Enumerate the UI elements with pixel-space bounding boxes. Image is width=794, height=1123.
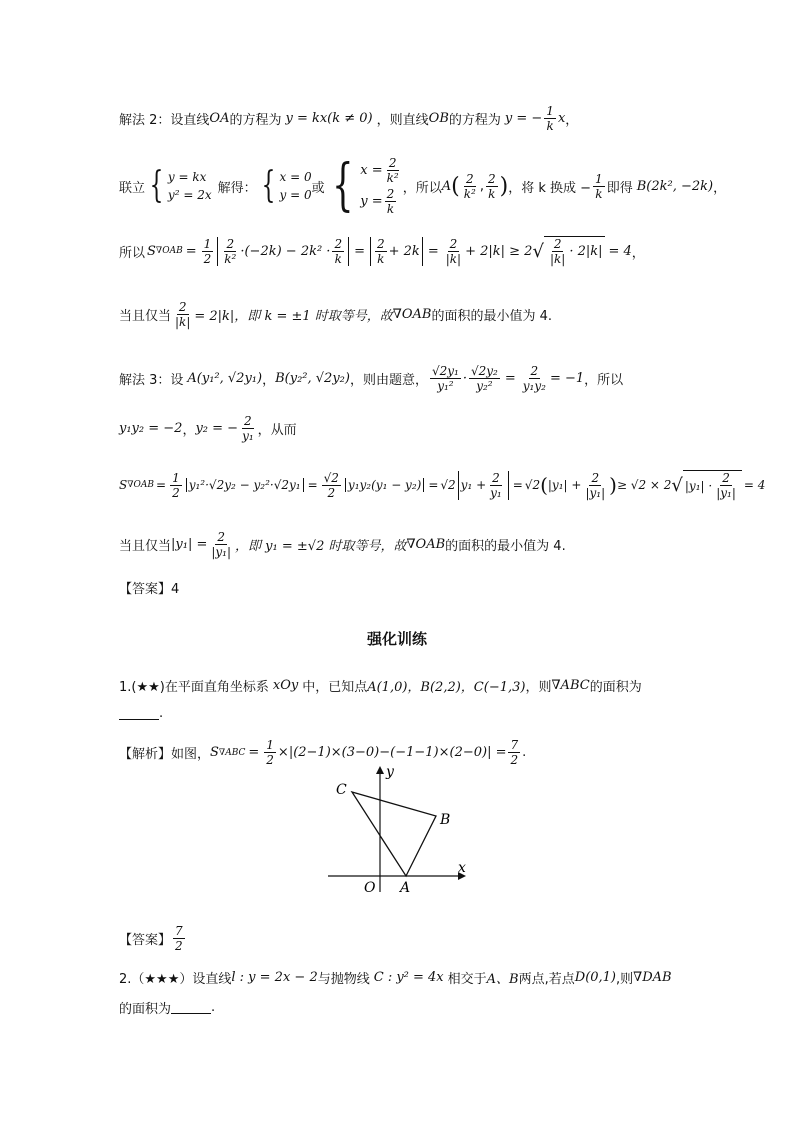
section-title: 强化训练	[366, 630, 427, 648]
sol2-equality-line: 当且仅当 $\frac{2}{|k|}$ = 2|k|，即 k = ±1 时取等号，故 ∇OAB 的面积的最小值为 4.	[119, 300, 553, 329]
question-1: 1.(★★)在平面直角坐标系 xOy 中，已知点 A(1,0)，B(2,2)，C(−1,3) ，则 ∇ABC 的面积为	[119, 678, 642, 695]
label-x: x	[458, 860, 466, 876]
label-o: O	[364, 880, 376, 896]
answer-1: 【答案】4	[119, 582, 180, 597]
question-2: 2.（★★★）设直线 l : y = 2x − 2 与抛物线 C : y² = 4x 相交于 A、B 两点,若点 D(0,1) ,则 ∇DAB	[119, 970, 672, 987]
sol2-area-line: 所以 S ∇OAB = $\frac{1}{2}$ $\frac{2}{\text{k²}}$ ·(−2k) − 2k² · $\frac{2}{k}$ = $\frac{2}{k}$ + 2k = $\frac{2}{|k|}$ + 2|k| ≥ 2 √ $\frac{2}{|k|}$ · 2|k| = 4 ，	[119, 236, 645, 266]
answer-blank-2[interactable]	[171, 1001, 211, 1014]
triangle-figure	[320, 762, 480, 898]
label-c: C	[336, 782, 347, 798]
sol3-equality-line: 当且仅当 |y₁| = $\frac{2}{\text{|y₁|}}$ ，即 y₁ = ±√2 时取等号，故 ∇OAB 的面积的最小值为 4.	[119, 530, 566, 559]
solution-brace-2: { x = $\frac{2}{\text{k²}}$ y = $\frac{2}{k}$	[331, 153, 399, 218]
sol2-system-line: 联立 { y = kx y² = 2x 解得： { x = 0 y = 0 或 { x = $\frac{2}{\text{k²}}$ y = $\frac{2}{k}$ ，所以 A ( $\frac{2}{\text{k²}}$ , $\frac{2}{k}$ ) ，将 k 换成 − $\frac{1}{k}$ 即得 B(2k², −2k) ，	[119, 153, 727, 218]
sol3-line2: y₁y₂ = −2 ， y₂ = − $\frac{2}{\text{y₁}}$ ，从而	[119, 414, 297, 443]
sol3-area-line: S ∇OAB = $\frac{1}{2}$ y₁²·√2y₂ − y₂²·√2y₁ = $\frac{√2}{2}$ y₁y₂(y₁ − y₂) = √2 y₁ + $\frac{2}{\text{y₁}}$ = √2 ( |y₁| + $\frac{2}{\text{|y₁|}}$ ) ≥ √2 × 2 √ |y₁| · $\frac{2}{\text{|y₁|}}$ = 4	[119, 470, 766, 500]
y-axis-arrow	[376, 766, 384, 774]
answer-2: 【答案】 $\frac{7}{2}$	[119, 924, 183, 953]
sol2-line1: 解法 2：设直线 OA 的方程为 y = kx(k ≠ 0) ，则直线 OB 的方程为 y = − $\frac{1}{k}$ x ，	[119, 104, 579, 133]
question-1-analysis: 【解析】如图， S ∇ABC = $\frac{1}{2}$ ×|(2−1)×(3−0)−(−1−1)×(2−0)| = $\frac{7}{2}$ .	[119, 738, 527, 767]
label-y: y	[386, 764, 394, 780]
question-1-blank-line: .	[119, 706, 734, 721]
sol3-line1: 解法 3：设 A(y₁², √2y₁) ， B(y₂², √2y₂) ，则由题意， $\frac{\text{√2y₁}}{\text{y₁²}}$ · $\frac{\text{√2y₂}}{\text{y₂²}}$ = $\frac{2}{\text{y₁y₂}}$ = −1 ，所以	[119, 364, 624, 393]
triangle-abc	[352, 792, 436, 876]
answer-blank[interactable]	[119, 707, 159, 720]
solution-brace-1: { x = 0 y = 0	[261, 165, 312, 206]
system-brace: { y = kx y² = 2x	[149, 165, 212, 206]
label-a: A	[400, 880, 411, 896]
question-2-line2: 的面积为 .	[119, 1000, 216, 1017]
frac-1-over-k: $\frac{1}{k}$	[546, 104, 554, 133]
label-b: B	[440, 812, 451, 828]
